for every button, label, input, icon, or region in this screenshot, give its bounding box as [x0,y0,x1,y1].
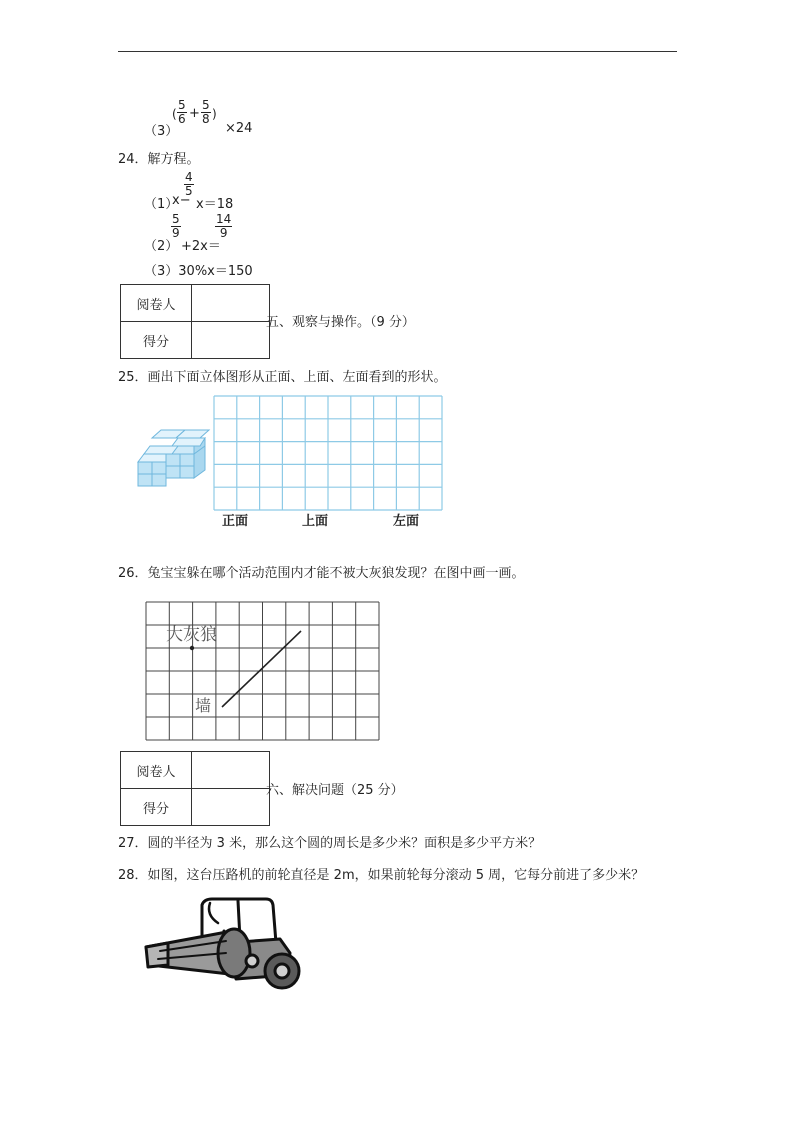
road-roller-icon [140,895,305,1000]
score-cell[interactable] [192,789,270,826]
wolf-label: 大灰狼 [166,625,217,645]
q25-figure [130,390,460,535]
fraction-denominator: 5 [185,184,193,198]
activity-grid[interactable] [146,602,379,740]
cube-stack-icon [138,430,209,486]
q24-eq2-label: （2） [144,239,179,254]
q27-text: 27．圆的半径为 3 米，那么这个圆的周长是多少米？面积是多少平方米？ [118,836,542,851]
q23-3-fraction-2 [201,99,211,126]
q24-eq2-mid: +2x＝ [181,239,221,254]
q25-title: 25．画出下面立体图形从正面、上面、左面看到的形状。 [118,370,447,385]
header-rule [118,51,677,52]
section-6-title: 六、解决问题（25 分） [266,783,404,798]
score-box-1 [120,284,270,359]
fraction-denominator: 6 [178,112,186,126]
reviewer-cell[interactable] [192,285,270,322]
q24-eq2-rhs-fraction [215,213,232,240]
q26-title: 26．兔宝宝躲在哪个活动范围内才能不被大灰狼发现？在图中画一画。 [118,566,525,581]
fraction-denominator: 9 [215,226,232,240]
q23-3-tail: ×24 [225,121,253,136]
q23-3-lparen: ( [172,107,177,121]
q24-eq1-label: （1） [144,197,179,212]
fraction-numerator: 5 [172,212,180,226]
front-view-label: 正面 [222,514,249,529]
fraction-numerator: 5 [202,98,210,112]
q23-3-fraction-1 [177,99,187,126]
wolf-point [190,646,194,650]
reviewer-label: 阅卷人 [121,285,192,322]
q24-eq3-label: （3） [144,264,179,279]
top-view-label: 上面 [302,514,329,529]
q23-3-plus: + [189,106,200,121]
q24-eq3 [144,260,253,279]
drawing-grid[interactable] [214,396,442,510]
fraction-denominator: 8 [202,112,210,126]
fraction-numerator: 4 [185,170,193,184]
q24-eq3-text: 30%x＝150 [178,264,253,279]
score-label: 得分 [121,789,192,826]
score-box-2 [120,751,270,826]
q24-eq1-fraction [184,171,194,198]
fraction-numerator: 5 [178,98,186,112]
q23-3-label: （3） [144,124,179,139]
fraction-denominator: 9 [172,226,180,240]
left-view-label: 左面 [393,514,420,529]
reviewer-cell[interactable] [192,752,270,789]
q24-eq2-fraction [171,213,181,240]
reviewer-label: 阅卷人 [121,752,192,789]
q23-3-rparen: ) [212,107,217,121]
wall-line [222,631,301,707]
q24-eq1-post: x＝18 [196,197,234,212]
score-cell[interactable] [192,322,270,359]
q26-figure [140,596,385,743]
section-5-title: 五、观察与操作。（9 分） [266,315,415,330]
fraction-numerator: 14 [216,212,232,226]
score-label: 得分 [121,322,192,359]
q24-title: 24．解方程。 [118,152,200,167]
wall-label: 墙 [195,696,212,715]
q28-text: 28．如图，这台压路机的前轮直径是 2m，如果前轮每分滚动 5 周，它每分前进了多少米？ [118,868,645,883]
q24-eq1-pre: x− [172,193,191,208]
